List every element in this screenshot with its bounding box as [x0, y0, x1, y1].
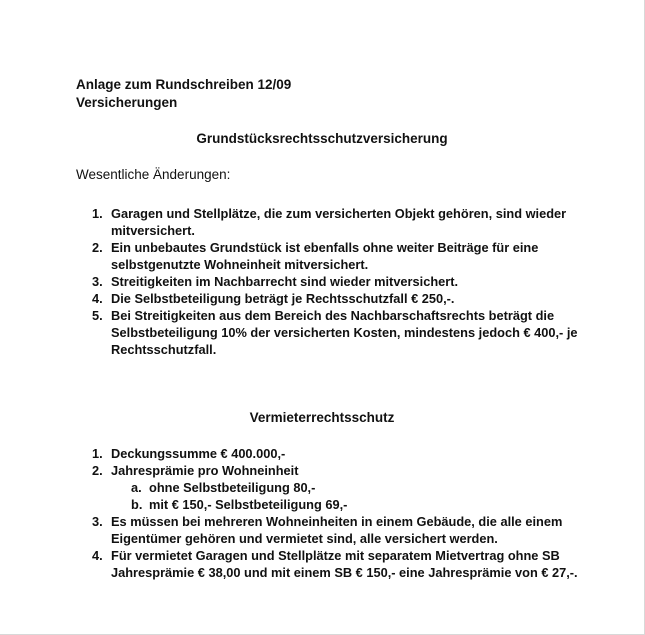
changes-intro: Wesentliche Änderungen:	[76, 167, 231, 182]
list-item: Bei Streitigkeiten aus dem Bereich des Nachbarschaftsrechts beträgt die Selbstbeteiligung 10% der versicherten Kosten, mindestens jedoch € 400,- je Rechtsschutzfall.	[111, 308, 578, 357]
section-title-grundstuecksrechtsschutz: Grundstücksrechtsschutzversicherung	[196, 131, 448, 146]
sub-list-text: mit € 150,- Selbstbeteiligung 69,-	[149, 497, 348, 512]
list-item-text: Jahresprämie pro Wohneinheit	[111, 463, 299, 478]
list-item: Es müssen bei mehreren Wohneinheiten in einem Gebäude, die alle einem Eigentümer gehören und vermietet sind, alle versichert werden.	[111, 514, 563, 546]
sub-list-item	[131, 496, 591, 513]
document-header	[76, 76, 291, 112]
header-line-1: Anlage zum Rundschreiben 12/09	[76, 77, 292, 92]
list-item: Die Selbstbeteiligung beträgt je Rechtsschutzfall € 250,-.	[111, 291, 455, 306]
section-title-vermieterrechtsschutz: Vermieterrechtsschutz	[249, 410, 395, 425]
list-item: Ein unbebautes Grundstück ist ebenfalls ohne weiter Beiträge für eine selbstgenutzte Wohneinheit mitversichert.	[111, 240, 539, 272]
list-item: Deckungssumme € 400.000,-	[111, 446, 286, 461]
vermieter-list	[92, 445, 591, 581]
header-line-2: Versicherungen	[76, 95, 178, 110]
sub-list-marker: a.	[131, 480, 142, 495]
sub-list	[111, 479, 591, 513]
sub-list-marker: b.	[131, 497, 143, 512]
changes-list	[92, 205, 591, 358]
sub-list-text: ohne Selbstbeteiligung 80,-	[149, 480, 316, 495]
list-item: Für vermietet Garagen und Stellplätze mit separatem Mietvertrag ohne SB Jahresprämie € 38,00 und mit einem SB € 150,- eine Jahresprämie von € 27,-.	[111, 548, 578, 580]
list-item: Garagen und Stellplätze, die zum versicherten Objekt gehören, sind wieder mitversichert.	[111, 206, 567, 238]
list-item	[111, 462, 591, 513]
sub-list-item	[131, 479, 591, 496]
list-item: Streitigkeiten im Nachbarrecht sind wieder mitversichert.	[111, 274, 459, 289]
